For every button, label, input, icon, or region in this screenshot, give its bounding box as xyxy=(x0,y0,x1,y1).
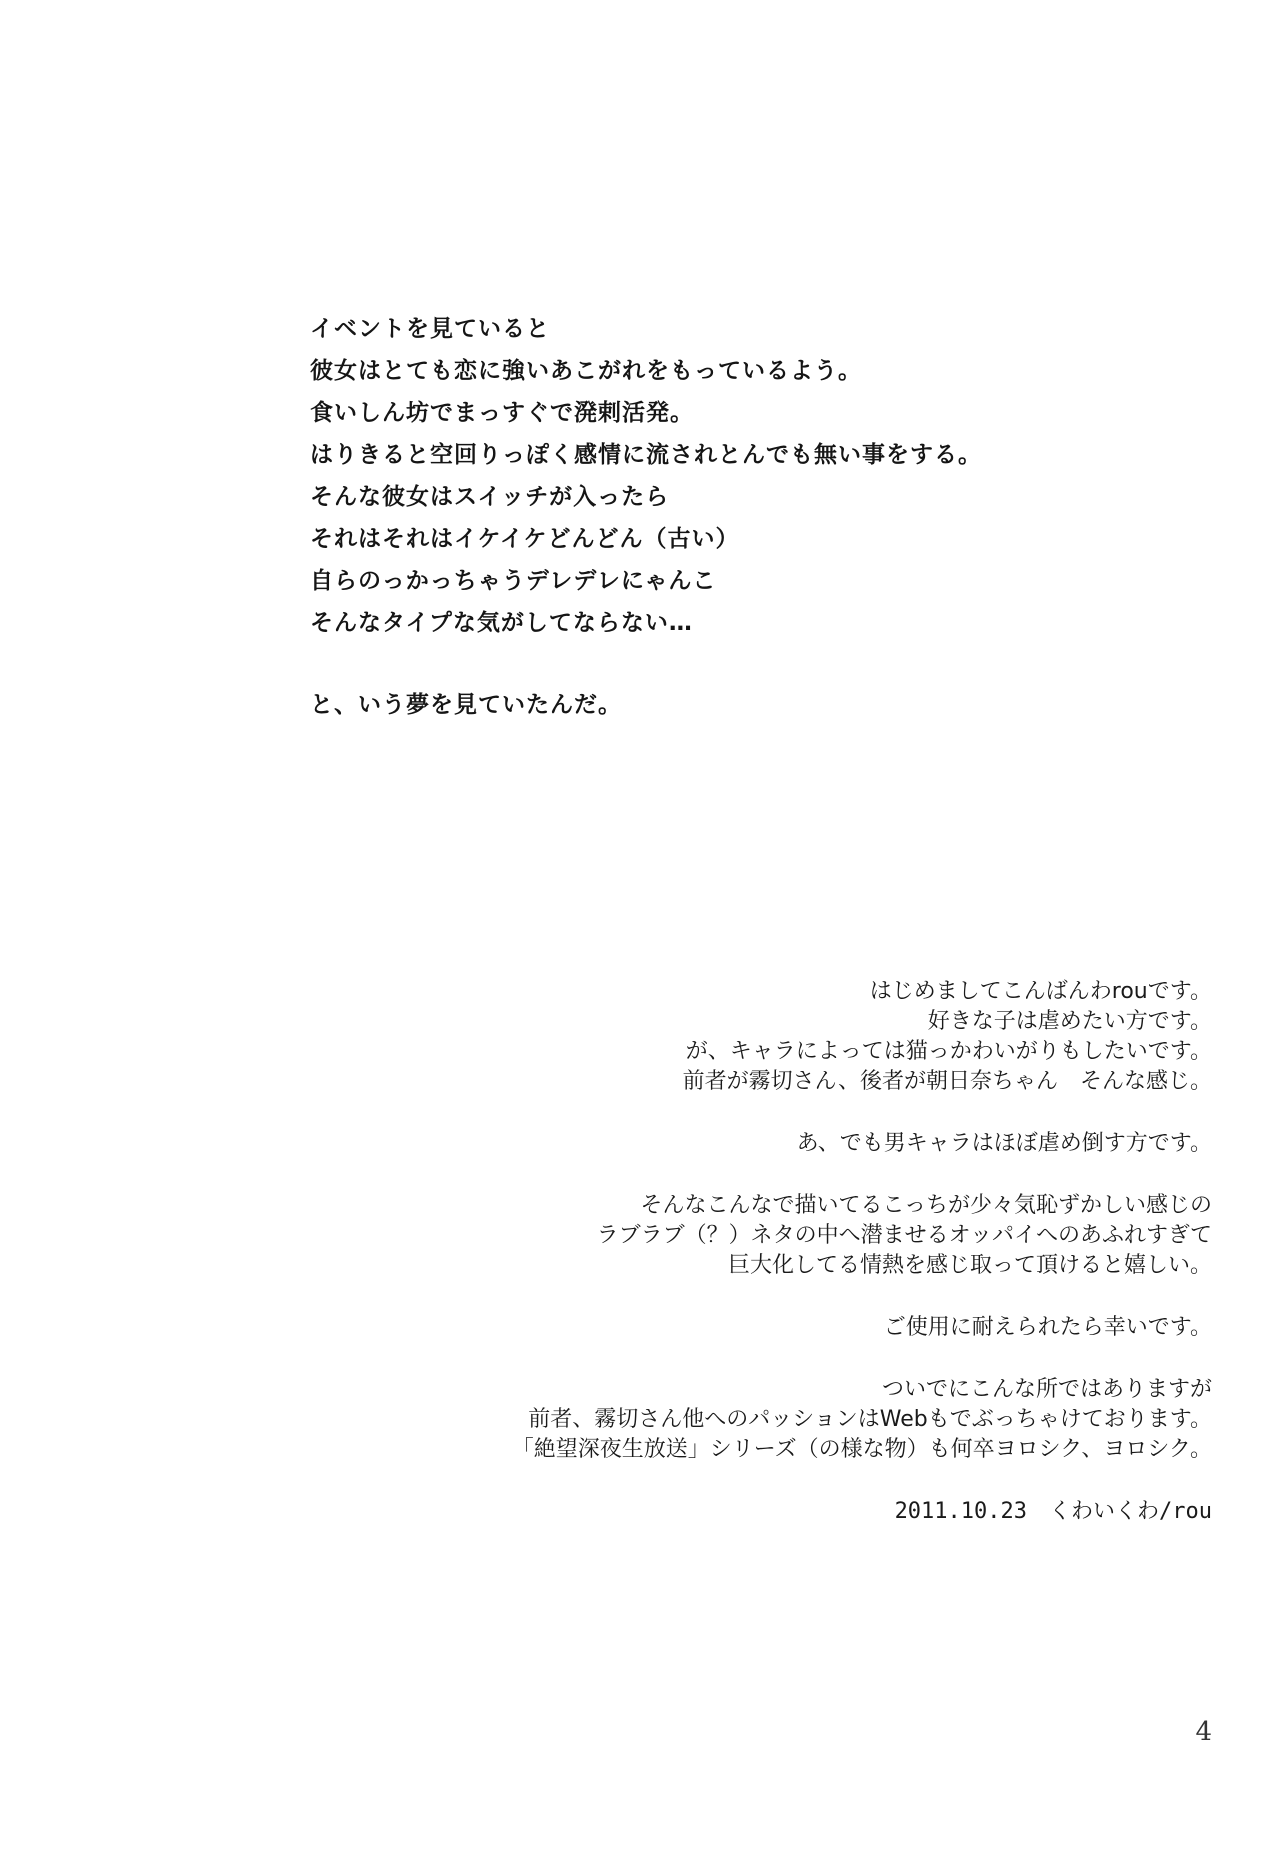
afterword-spacer xyxy=(312,1465,1212,1497)
afterword-line: 前者が霧切さん、後者が朝日奈ちゃん そんな感じ。 xyxy=(682,1069,1212,1094)
poem-line: それはそれはイケイケどんどん（古い） xyxy=(310,526,740,552)
poem-line: 自らのっかっちゃうデレデレにゃんこ xyxy=(310,568,717,594)
afterword-spacer xyxy=(312,1097,1212,1129)
afterword-line: ついでにこんな所ではありますが xyxy=(881,1377,1212,1402)
afterword-line: ご使用に耐えられたら幸いです。 xyxy=(883,1315,1212,1340)
afterword-line: 巨大化してる情熱を感じ取って頂けると嬉しい。 xyxy=(727,1253,1212,1278)
poem-line: 彼女はとても恋に強いあこがれをもっているよう。 xyxy=(310,358,862,384)
afterword-block xyxy=(312,977,1212,1527)
poem-block xyxy=(310,308,1070,726)
poem-line: そんなタイプな気がしてならない… xyxy=(310,610,693,636)
poem-line: はりきると空回りっぽく感情に流されとんでも無い事をする。 xyxy=(310,442,982,468)
afterword-line: が、キャラによっては猫っかわいがりもしたいです。 xyxy=(685,1039,1212,1064)
afterword-spacer xyxy=(312,1159,1212,1191)
signature-line: 2011.10.23 くわいくわ/rou xyxy=(894,1499,1212,1524)
afterword-line: あ、でも男キャラはほぼ虐め倒す方です。 xyxy=(796,1131,1212,1156)
afterword-line: そんなこんなで描いてるこっちが少々気恥ずかしい感じの xyxy=(640,1193,1212,1218)
afterword-line: 前者、霧切さん他へのパッションはWebもでぶっちゃけております。 xyxy=(528,1407,1212,1432)
poem-spacer xyxy=(310,644,1070,684)
page-number: 4 xyxy=(1195,1717,1212,1747)
afterword-spacer xyxy=(312,1281,1212,1313)
poem-closing-line: と、いう夢を見ていたんだ。 xyxy=(310,692,622,718)
afterword-line: 好きな子は虐めたい方です。 xyxy=(927,1009,1212,1034)
afterword-spacer xyxy=(312,1343,1212,1375)
afterword-line: 「絶望深夜生放送」シリーズ（の様な物）も何卒ヨロシク、ヨロシク。 xyxy=(511,1437,1212,1462)
poem-line: そんな彼女はスイッチが入ったら xyxy=(310,484,670,510)
poem-line: 食いしん坊でまっすぐで溌剌活発。 xyxy=(310,400,694,426)
afterword-line: ラブラブ（？）ネタの中へ潜ませるオッパイへのあふれすぎて xyxy=(596,1223,1212,1248)
afterword-line: はじめましてこんばんわrouです。 xyxy=(869,979,1212,1004)
poem-line: イベントを見ていると xyxy=(310,316,550,342)
